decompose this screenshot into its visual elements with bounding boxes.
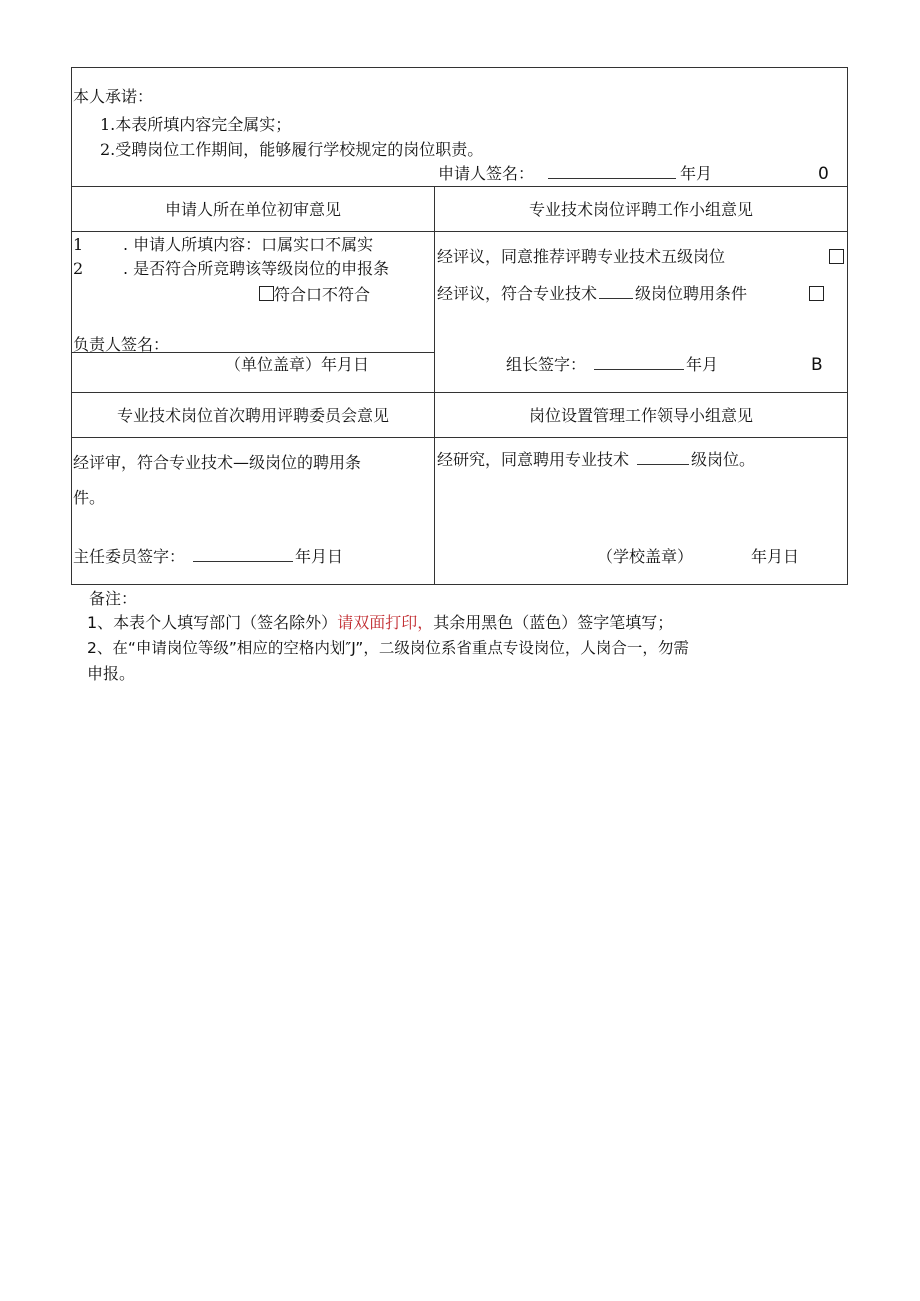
- leadership-date: 年月日: [751, 547, 800, 566]
- unit-question-2: [73, 261, 389, 277]
- committee-header: 专业技术岗位首次聘用评聘委员会意见: [116, 406, 389, 425]
- panel-review-header: 专业技术岗位评聘工作小组意见: [528, 200, 753, 219]
- applicant-sign-label: 申请人签名：: [438, 164, 535, 183]
- leadership-line-1-prefix: 经研究，同意聘用专业技术: [437, 450, 630, 469]
- panel-line-2-checkbox[interactable]: [809, 286, 824, 301]
- unit-question-2-text: . 是否符合所竞聘该等级岗位的申报条: [123, 259, 390, 278]
- unit-seal-date: （单位盖章）年月日: [225, 355, 370, 374]
- commitment-item-1: [100, 117, 291, 133]
- note-2-line-1: 2、在“申请岗位等级”相应的空格内划″J”，二级岗位系省重点专设岗位，人岗合一，勿需: [87, 639, 689, 657]
- unit-question-2-options: [259, 286, 370, 303]
- table-left-border: [71, 67, 72, 585]
- panel-line-1: [437, 249, 725, 265]
- unit-question-1-num: 1: [73, 235, 84, 254]
- unit-question-2-num: 2: [73, 259, 84, 278]
- notes-title: 备注：: [89, 589, 138, 608]
- commitment-item-2-text: 受聘岗位工作期间，能够履行学校规定的岗位职责。: [115, 140, 484, 159]
- applicant-signature-line: [438, 166, 712, 182]
- panel-line-1-text: 经评议，同意推荐评聘专业技术五级岗位: [437, 247, 726, 266]
- commitment-corner-mark: 0: [818, 164, 829, 184]
- school-seal: （学校盖章）: [597, 547, 694, 566]
- unit-review-header: 申请人所在单位初审意见: [164, 200, 341, 219]
- table-center-divider: [434, 186, 435, 585]
- row-divider-4: [71, 437, 848, 438]
- panel-leader-signature: [506, 357, 718, 373]
- applicant-sign-date: 年月: [680, 164, 713, 183]
- leadership-header: 岗位设置管理工作领导小组意见: [528, 406, 753, 425]
- commitment-item-2: [100, 142, 483, 158]
- table-top-border: [71, 67, 848, 68]
- committee-sign-label: 主任委员签字：: [73, 547, 186, 566]
- unit-question-1: [73, 237, 373, 253]
- note-2-line-2: 申报。: [87, 664, 136, 683]
- row-divider-3: [71, 392, 848, 393]
- applicant-sign-blank[interactable]: [548, 177, 676, 179]
- note-1-prefix: 1、本表个人填写部门（签名除外）: [87, 613, 338, 632]
- panel-level-blank[interactable]: [599, 297, 633, 299]
- note-1: [87, 615, 673, 631]
- row-divider-2: [71, 231, 848, 232]
- panel-sign-blank[interactable]: [594, 368, 684, 370]
- note-1-highlight: 请双面打印，: [337, 613, 434, 632]
- commitment-title: 本人承诺：: [73, 87, 154, 106]
- committee-signature: [73, 549, 343, 565]
- unit-leader-sign-label: 负责人签名：: [73, 335, 170, 354]
- leadership-line-1: [437, 452, 755, 468]
- panel-sign-label: 组长签字：: [506, 355, 587, 374]
- committee-sign-blank[interactable]: [193, 560, 293, 562]
- panel-line-2-prefix: 经评议，符合专业技术: [437, 284, 598, 303]
- panel-line-2: [437, 286, 747, 302]
- commitment-item-2-num: 2.: [100, 140, 116, 159]
- panel-line-2-suffix: 级岗位聘用条件: [635, 284, 748, 303]
- commitment-item-1-text: 本表所填内容完全属实；: [115, 115, 292, 134]
- table-right-border: [847, 67, 848, 585]
- table-bottom-border: [71, 584, 848, 585]
- qualify-options-text: 符合口不符合: [274, 285, 371, 304]
- row-divider-1: [71, 186, 848, 187]
- leadership-level-blank[interactable]: [637, 463, 689, 465]
- note-1-suffix: 其余用黑色（蓝色）签字笔填写；: [433, 613, 674, 632]
- committee-line-2: 件。: [73, 488, 106, 507]
- panel-line-1-checkbox[interactable]: [829, 249, 844, 264]
- commitment-item-1-num: 1.: [100, 115, 116, 134]
- committee-line-1: 经评审，符合专业技术—级岗位的聘用条: [73, 453, 362, 472]
- committee-sign-date: 年月日: [295, 547, 344, 566]
- panel-corner-mark: B: [811, 355, 823, 375]
- panel-sign-date: 年月: [686, 355, 719, 374]
- leadership-line-1-suffix: 级岗位。: [691, 450, 756, 469]
- qualify-checkbox[interactable]: [259, 286, 274, 301]
- unit-question-1-text: . 申请人所填内容：口属实口不属实: [123, 235, 374, 254]
